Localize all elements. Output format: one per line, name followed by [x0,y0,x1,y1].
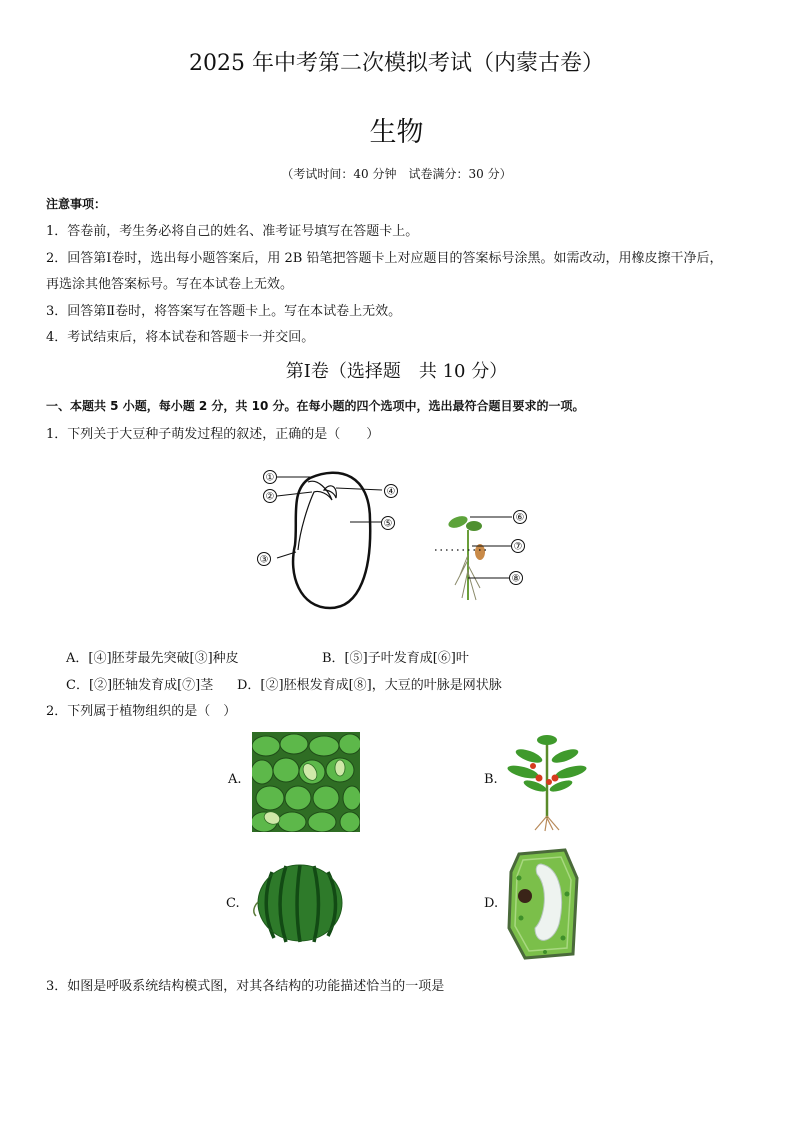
label-4 [385,485,398,498]
label-2-text: ② [265,491,275,503]
seedling-drawing [447,514,485,600]
notice-item: 1．答卷前，考生务必将自己的姓名、准考证号填写在答题卡上。 [46,224,419,239]
q1-option-c: C．[②]胚轴发育成[⑦]茎 [66,678,214,693]
label-7 [512,540,525,553]
label-2 [264,490,277,503]
label-5 [382,517,395,530]
notice-item: 4．考试结束后，将本试卷和答题卡一并交回。 [46,330,315,345]
q2-option-d: D. [484,896,499,911]
label-8 [510,572,523,585]
q3-stem: 3．如图是呼吸系统结构模式图，对其各结构的功能描述恰当的一项是 [46,979,445,994]
seed-germination-diagram [250,460,550,620]
watermelon-image [250,862,344,944]
label-6-text: ⑥ [515,512,525,524]
section-title: 第Ⅰ卷（选择题 共 10 分） [285,361,508,382]
plant-cell-image [505,848,581,960]
q1-option-d: D．[②]胚根发育成[⑧]，大豆的叶脉是网状脉 [237,678,502,693]
exam-title: 2025 年中考第二次模拟考试（内蒙古卷） [189,51,604,76]
notice-item: 3．回答第Ⅱ卷时，将答案写在答题卡上。写在本试卷上无效。 [46,304,402,319]
q1-option-b: B．[⑤]子叶发育成[⑥]叶 [322,651,469,666]
tomato-plant-image [505,730,587,832]
label-4-text: ④ [386,486,396,498]
label-6 [514,511,527,524]
notice-heading: 注意事项： [46,197,107,211]
tissue-cells-image [252,732,360,832]
notice-item: 2．回答第Ⅰ卷时，选出每小题答案后，用 2B 铅笔把答题卡上对应题目的答案标号涂黑。如需改动，用橡皮擦干净后， [46,251,723,266]
q2-option-a: A. [228,772,242,787]
notice-item: 再选涂其他答案标号。写在本试卷上无效。 [46,277,294,292]
q1-option-a: A．[④]胚芽最先突破[③]种皮 [66,651,239,666]
q2-option-c: C. [226,896,240,911]
embryo-shape [298,481,332,550]
part-instruction: 一、本题共 5 小题，每小题 2 分，共 10 分。在每小题的四个选项中，选出最符合题目要求的一项。 [46,399,585,413]
q2-option-b: B. [484,772,498,787]
label-5-text: ⑤ [383,518,393,530]
subject-title: 生物 [369,117,424,148]
exam-info: （考试时间：40 分钟 试卷满分：30 分） [281,167,512,181]
label-1-text: ① [265,472,275,484]
label-8-text: ⑧ [511,573,521,585]
label-7-text: ⑦ [513,541,523,553]
label-1 [264,471,277,484]
label-3-text: ③ [259,554,269,566]
q2-stem: 2．下列属于植物组织的是（ ） [46,704,237,719]
q1-stem: 1．下列关于大豆种子萌发过程的叙述，正确的是（ ） [46,427,380,442]
label-3 [258,553,271,566]
